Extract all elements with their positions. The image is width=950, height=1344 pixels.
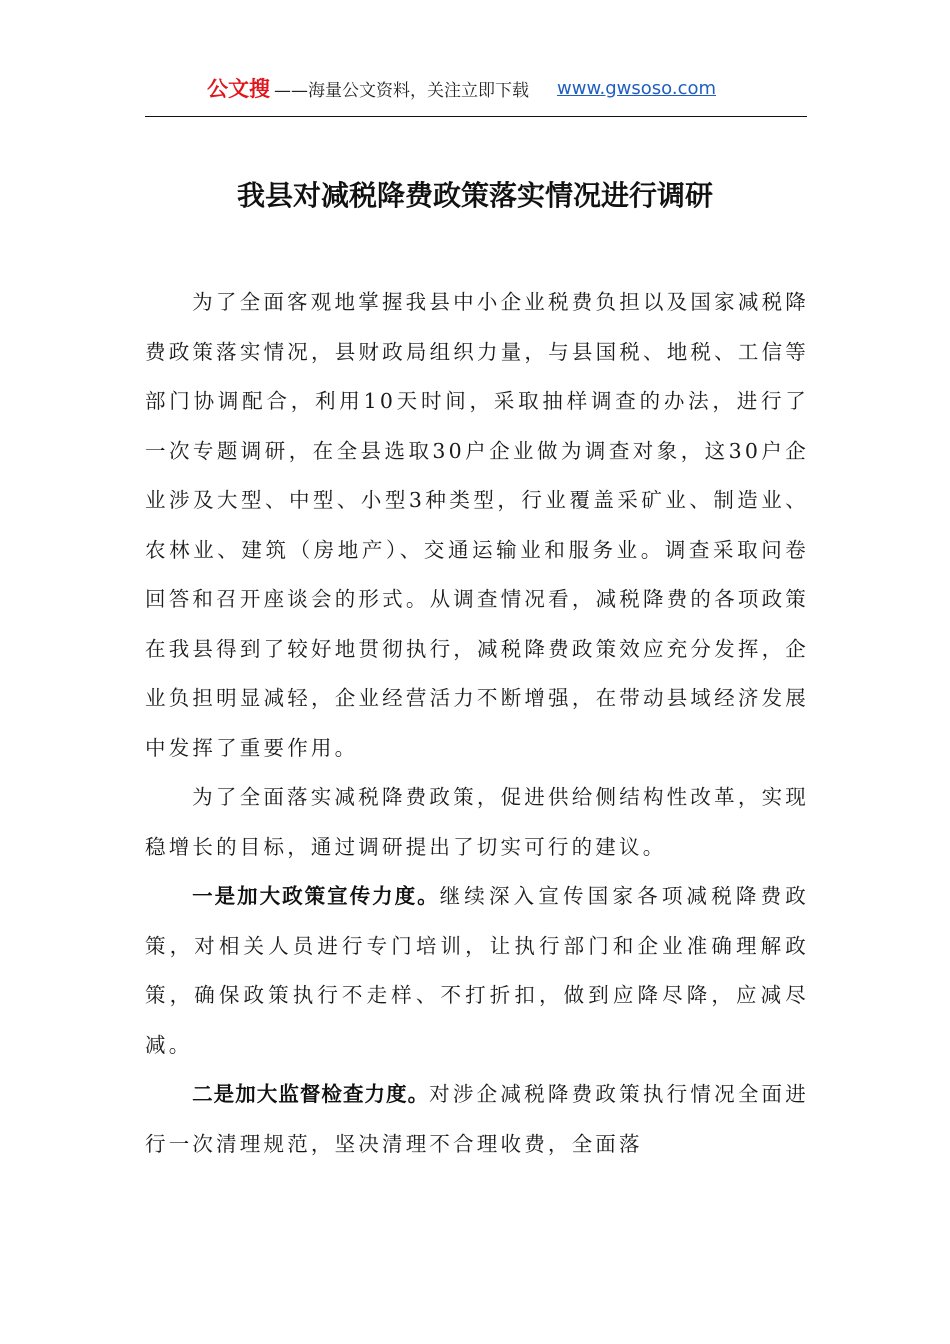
header-divider	[145, 116, 807, 117]
document-body	[145, 278, 809, 1169]
paragraph-lead: 二是加大监督检查力度。	[192, 1082, 430, 1106]
paragraph-text: 对涉企减税降费政策执行情况全面进行一次清理规范，坚决清理不合理收费，全面落	[145, 1082, 810, 1156]
paragraph-text: 继续深入宣传国家各项减税降费政策，对相关人员进行专门培训，让执行部门和企业准确理解政策，确保政策执行不走样、不打折扣，做到应降尽降，应减尽减。	[145, 884, 809, 1057]
website-link[interactable]: www.gwsoso.com	[557, 77, 717, 99]
document-title: 我县对减税降费政策落实情况进行调研	[236, 179, 713, 212]
paragraph-text: 为了全面落实减税降费政策，促进供给侧结构性改革，实现稳增长的目标，通过调研提出了切实可行的建议。	[145, 785, 809, 859]
paragraph-lead: 一是加大政策宣传力度。	[192, 884, 440, 908]
page-header	[145, 70, 805, 106]
paragraph	[145, 278, 809, 773]
paragraph-text: 为了全面客观地掌握我县中小企业税费负担以及国家减税降费政策落实情况，县财政局组织力量，与县国税、地税、工信等部门协调配合，利用10天时间，采取抽样调查的办法，进行了一次专题调研，在全县选取30户企业做为调查对象，这30户企业涉及大型、中型、小型3种类型，行业覆盖采矿业、制造业、农林业、建筑（房地产）、交通运输业和服务业。调查采取问卷回答和召开座谈会的形式。从调查情况看，减税降费的各项政策在我县得到了较好地贯彻执行，减税降费政策效应充分发挥，企业负担明显减轻，企业经营活力不断增强，在带动县域经济发展中发挥了重要作用。	[145, 290, 809, 760]
header-slogan: ——海量公文资料，关注立即下载	[274, 80, 529, 101]
paragraph	[145, 1070, 809, 1169]
paragraph	[145, 872, 809, 1070]
paragraph	[145, 773, 809, 872]
brand-logo-text: 公文搜	[207, 77, 270, 101]
